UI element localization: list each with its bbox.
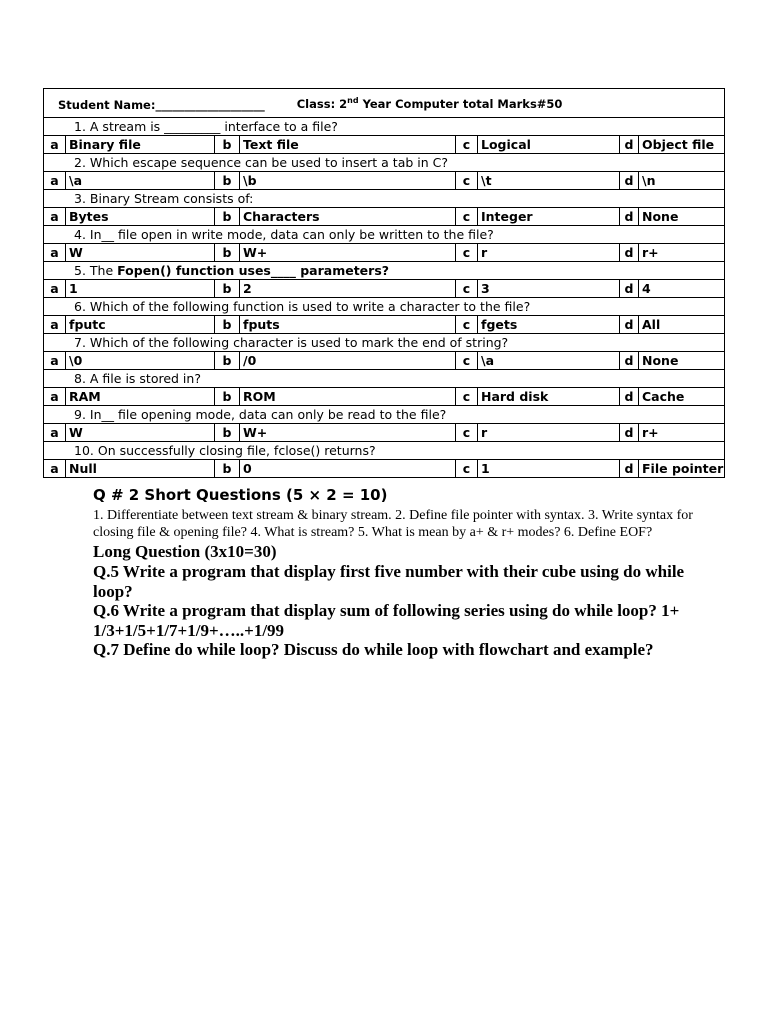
question-number: 10.: [74, 443, 94, 458]
written-questions: [93, 485, 693, 660]
option-letter: c: [456, 280, 478, 298]
long-question-item: Q.5 Write a program that display first five number with their cube using do while loop?: [93, 562, 685, 601]
option-letter: d: [620, 172, 639, 190]
question-row: [44, 406, 725, 424]
option-letter: a: [44, 244, 66, 262]
option-letter: a: [44, 136, 66, 154]
option-d: r+: [639, 424, 725, 442]
options-row: [44, 208, 725, 226]
option-letter: c: [456, 208, 478, 226]
question-number: 4.: [74, 227, 86, 242]
option-letter: b: [215, 136, 240, 154]
option-letter: d: [620, 316, 639, 334]
option-letter: b: [215, 424, 240, 442]
long-question-item: Q.6 Write a program that display sum of following series using do while loop? 1+ 1/3+1/5+1/7+1/9+…..+1/99: [93, 601, 680, 640]
option-letter: b: [215, 316, 240, 334]
option-b: Characters: [240, 208, 456, 226]
question-body: In__ file opening mode, data can only be read to the file?: [85, 407, 447, 422]
option-letter: d: [620, 280, 639, 298]
question-text: [44, 262, 725, 280]
option-c: 1: [478, 460, 620, 478]
question-row: [44, 442, 725, 460]
class-label: Class: 2nd Year Computer total Marks#50: [296, 96, 563, 112]
option-letter: d: [620, 244, 639, 262]
option-d: Object file: [639, 136, 725, 154]
header-row: [44, 89, 725, 118]
option-b: \b: [240, 172, 456, 190]
question-text: [44, 370, 725, 388]
option-letter: b: [215, 352, 240, 370]
question-text: [44, 334, 725, 352]
header-cell: [44, 89, 725, 118]
option-c: \a: [478, 352, 620, 370]
options-row: [44, 172, 725, 190]
option-c: 3: [478, 280, 620, 298]
option-b: Text file: [240, 136, 456, 154]
question-number: 7.: [74, 335, 86, 350]
option-b: W+: [240, 424, 456, 442]
option-d: All: [639, 316, 725, 334]
option-letter: c: [456, 460, 478, 478]
option-letter: b: [215, 280, 240, 298]
student-name-label: Student Name:___________________: [58, 97, 265, 112]
option-letter: c: [456, 172, 478, 190]
option-letter: a: [44, 316, 66, 334]
question-body: Which escape sequence can be used to insert a tab in C?: [85, 155, 449, 170]
option-d: \n: [639, 172, 725, 190]
option-d: Cache: [639, 388, 725, 406]
question-number: 8.: [74, 371, 86, 386]
options-row: [44, 352, 725, 370]
question-body: On successfully closing file, fclose() returns?: [93, 443, 376, 458]
option-letter: d: [620, 460, 639, 478]
question-row: [44, 334, 725, 352]
option-letter: b: [215, 172, 240, 190]
option-a: 1: [66, 280, 215, 298]
question-body: Which of the following function is used to write a character to the file?: [85, 299, 531, 314]
option-b: W+: [240, 244, 456, 262]
option-b: /0: [240, 352, 456, 370]
question-text: [44, 442, 725, 460]
option-letter: a: [44, 280, 66, 298]
option-letter: c: [456, 388, 478, 406]
option-letter: c: [456, 316, 478, 334]
option-c: \t: [478, 172, 620, 190]
option-letter: b: [215, 244, 240, 262]
option-d: File pointer: [639, 460, 725, 478]
option-letter: a: [44, 388, 66, 406]
options-row: [44, 244, 725, 262]
option-c: Hard disk: [478, 388, 620, 406]
question-body: In__ file open in write mode, data can only be written to the file?: [85, 227, 494, 242]
question-row: [44, 226, 725, 244]
question-body: Which of the following character is used to mark the end of string?: [85, 335, 509, 350]
option-letter: d: [620, 352, 639, 370]
option-c: Logical: [478, 136, 620, 154]
option-letter: c: [456, 136, 478, 154]
option-a: \a: [66, 172, 215, 190]
question-row: [44, 298, 725, 316]
question-body: The: [85, 263, 118, 278]
question-text: [44, 154, 725, 172]
options-row: [44, 316, 725, 334]
option-a: Bytes: [66, 208, 215, 226]
question-row: [44, 118, 725, 136]
short-questions-title: Q # 2 Short Questions (5 × 2 = 10): [93, 486, 388, 504]
question-body: A stream is _________ interface to a file?: [85, 119, 338, 134]
option-letter: d: [620, 424, 639, 442]
option-letter: a: [44, 460, 66, 478]
long-questions-title: Long Question (3x10=30): [93, 542, 277, 561]
option-a: W: [66, 244, 215, 262]
question-row: [44, 370, 725, 388]
question-number: 5.: [74, 263, 86, 278]
option-a: Binary file: [66, 136, 215, 154]
option-letter: b: [215, 460, 240, 478]
option-c: r: [478, 424, 620, 442]
option-d: r+: [639, 244, 725, 262]
question-row: [44, 190, 725, 208]
mcq-table: [43, 88, 725, 478]
option-letter: a: [44, 208, 66, 226]
question-text: [44, 226, 725, 244]
option-letter: a: [44, 424, 66, 442]
option-d: None: [639, 352, 725, 370]
options-row: [44, 280, 725, 298]
option-a: Null: [66, 460, 215, 478]
options-row: [44, 424, 725, 442]
short-questions-text: 1. Differentiate between text stream & binary stream. 2. Define file pointer with syntax. 3. Write syntax for closing file & opening file? 4. What is stream? 5. What is mean by a+ & r+ modes? 6. Define EOF?: [93, 508, 693, 540]
option-c: r: [478, 244, 620, 262]
option-a: W: [66, 424, 215, 442]
question-row: [44, 154, 725, 172]
option-letter: d: [620, 136, 639, 154]
option-letter: b: [215, 388, 240, 406]
question-number: 1.: [74, 119, 86, 134]
option-b: 2: [240, 280, 456, 298]
option-d: None: [639, 208, 725, 226]
options-row: [44, 388, 725, 406]
option-letter: c: [456, 352, 478, 370]
question-body: A file is stored in?: [85, 371, 201, 386]
question-row: [44, 262, 725, 280]
option-b: 0: [240, 460, 456, 478]
option-a: \0: [66, 352, 215, 370]
options-row: [44, 136, 725, 154]
option-a: RAM: [66, 388, 215, 406]
option-b: fputs: [240, 316, 456, 334]
option-b: ROM: [240, 388, 456, 406]
option-d: 4: [639, 280, 725, 298]
options-row: [44, 460, 725, 478]
option-letter: d: [620, 208, 639, 226]
option-letter: c: [456, 244, 478, 262]
option-c: Integer: [478, 208, 620, 226]
option-letter: d: [620, 388, 639, 406]
question-body-bold: Fopen() function uses____ parameters?: [117, 263, 390, 278]
question-text: [44, 118, 725, 136]
question-text: [44, 190, 725, 208]
long-question-item: Q.7 Define do while loop? Discuss do while loop with flowchart and example?: [93, 640, 654, 659]
option-a: fputc: [66, 316, 215, 334]
question-number: 2.: [74, 155, 86, 170]
question-number: 9.: [74, 407, 86, 422]
question-number: 3.: [74, 191, 86, 206]
mcq-section: [43, 88, 724, 478]
question-number: 6.: [74, 299, 86, 314]
option-letter: b: [215, 208, 240, 226]
option-letter: a: [44, 352, 66, 370]
question-text: [44, 298, 725, 316]
option-c: fgets: [478, 316, 620, 334]
question-body: Binary Stream consists of:: [85, 191, 254, 206]
option-letter: a: [44, 172, 66, 190]
question-text: [44, 406, 725, 424]
option-letter: c: [456, 424, 478, 442]
